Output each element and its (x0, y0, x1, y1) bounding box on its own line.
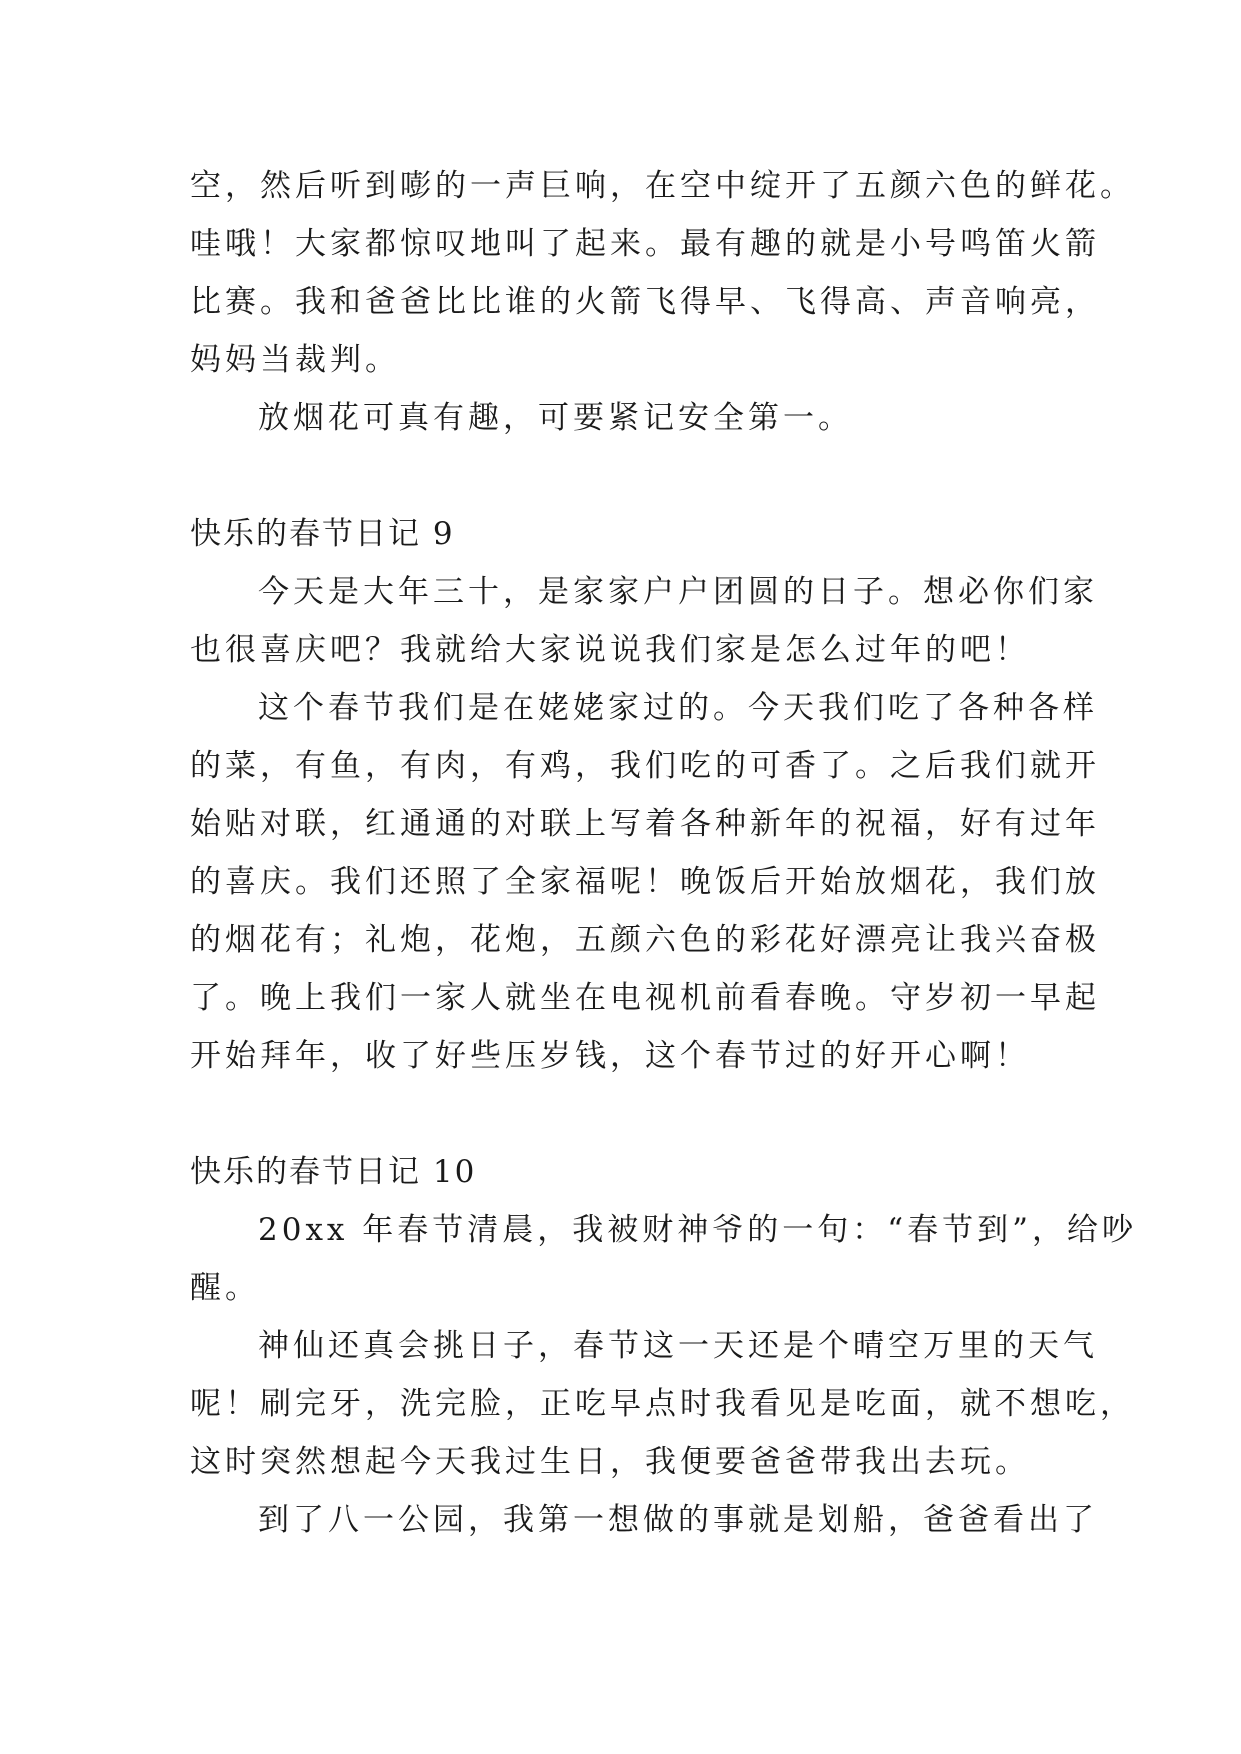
text-line: 始贴对联，红通通的对联上写着各种新年的祝福，好有过年 (190, 806, 1100, 842)
text-line: 的菜，有鱼，有肉，有鸡，我们吃的可香了。之后我们就开 (190, 748, 1100, 784)
text-line: 这时突然想起今天我过生日，我便要爸爸带我出去玩。 (190, 1444, 1030, 1480)
document-body (190, 157, 1137, 1549)
text-line: 这个春节我们是在姥姥家过的。今天我们吃了各种各样 (258, 690, 1098, 726)
paragraph (190, 1491, 1098, 1549)
text-line: 了。晚上我们一家人就坐在电视机前看春晚。守岁初一早起 (190, 980, 1100, 1016)
paragraph (190, 157, 1135, 389)
text-line: 哇哦！大家都惊叹地叫了起来。最有趣的就是小号鸣笛火箭 (190, 226, 1100, 262)
text-line: 空，然后听到嘭的一声巨响，在空中绽开了五颜六色的鲜花。 (190, 168, 1135, 204)
text-line: 开始拜年，收了好些压岁钱，这个春节过的好开心啊！ (190, 1038, 1030, 1074)
paragraph (190, 1201, 1137, 1317)
text-line: 20xx 年春节清晨，我被财神爷的一句：“春节到”，给吵 (258, 1212, 1137, 1248)
text-line: 放烟花可真有趣，可要紧记安全第一。 (258, 400, 853, 436)
text-line: 妈妈当裁判。 (190, 342, 400, 378)
section-title: 快乐的春节日记 9 (190, 516, 455, 552)
paragraph (190, 1317, 1135, 1491)
paragraph (190, 389, 1070, 447)
text-line: 呢！刷完牙，洗完脸，正吃早点时我看见是吃面，就不想吃， (190, 1386, 1135, 1422)
text-line: 神仙还真会挑日子，春节这一天还是个晴空万里的天气 (258, 1328, 1098, 1364)
paragraph (190, 563, 1098, 679)
text-line: 今天是大年三十，是家家户户团圆的日子。想必你们家 (258, 574, 1098, 610)
text-line: 的喜庆。我们还照了全家福呢！晚饭后开始放烟花，我们放 (190, 864, 1100, 900)
text-line: 的烟花有；礼炮，花炮，五颜六色的彩花好漂亮让我兴奋极 (190, 922, 1100, 958)
text-line: 醒。 (190, 1270, 260, 1306)
paragraph (190, 679, 1100, 1085)
section-title: 快乐的春节日记 10 (190, 1154, 477, 1190)
text-line: 到了八一公园，我第一想做的事就是划船，爸爸看出了 (258, 1502, 1098, 1538)
text-line: 也很喜庆吧？我就给大家说说我们家是怎么过年的吧！ (190, 632, 1030, 668)
text-line: 比赛。我和爸爸比比谁的火箭飞得早、飞得高、声音响亮， (190, 284, 1100, 320)
